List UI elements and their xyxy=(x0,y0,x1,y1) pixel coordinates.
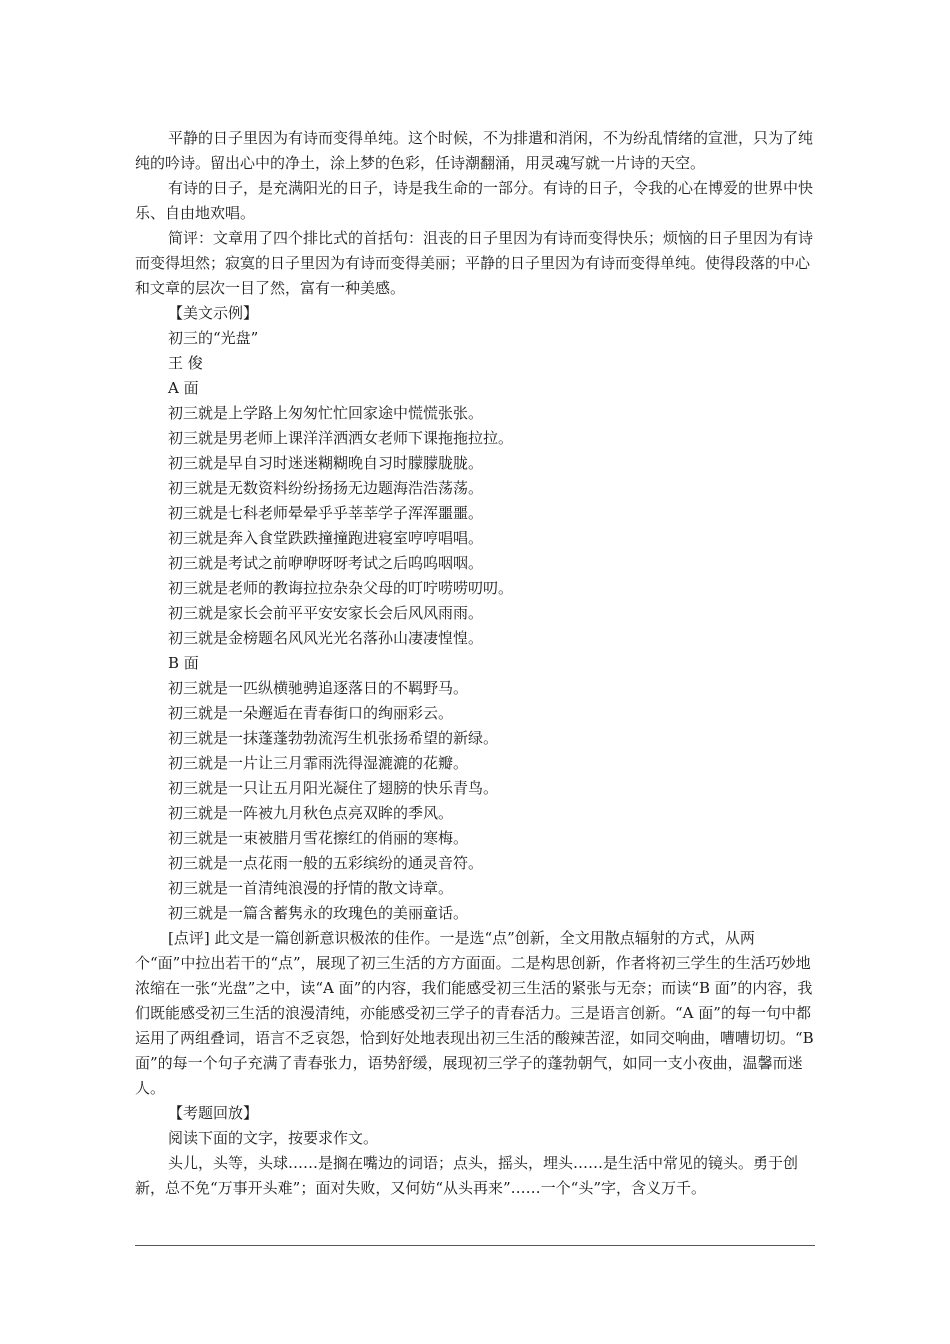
side-b-label: B 面 xyxy=(168,654,199,672)
side-a-line: 初三就是家长会前平平安安家长会后风风雨雨。 xyxy=(168,604,484,622)
side-b-line: 初三就是一匹纵横驰骋追逐落日的不羁野马。 xyxy=(168,679,469,697)
side-a-line: 初三就是早自习时迷迷糊糊晚自习时朦朦胧胧。 xyxy=(168,454,484,472)
side-a-line: 初三就是男老师上课洋洋洒洒女老师下课拖拖拉拉。 xyxy=(168,429,514,447)
essay-title: 初三的“光盘” xyxy=(168,329,259,347)
side-a-line: 初三就是七科老师晕晕乎乎莘莘学子浑浑噩噩。 xyxy=(168,504,484,522)
side-a-line: 初三就是奔入食堂跌跌撞撞跑进寝室哼哼唱唱。 xyxy=(168,529,484,547)
side-b-line: 初三就是一只让五月阳光凝住了翅膀的快乐青鸟。 xyxy=(168,779,499,797)
section-heading: 【美文示例】 xyxy=(168,304,259,322)
footer-divider xyxy=(135,1245,815,1246)
commentary-paragraph: [点评] 此文是一篇创新意识极浓的佳作。一是选“点”创新，全文用散点辐射的方式，从两个“面”中拉出若干的“点”，展现了初三生活的方方面面。二是构思创新，作者将初三学生的生活巧妙地浓缩在一张“光盘”之中，读“A 面”的内容，我们能感受初三生活的紧张与无奈；而读“B 面”的内容，我们既能感受初三生活的浪漫清纯，亦能感受初三学子的青春活力。三是语言创新。“A 面”的每一句中都运用了两组叠词，语言不乏哀怨，恰到好处地表现出初三生活的酸辣苦涩，如同交响曲，嘈嘈切切。“B 面”的每一个句子充满了青春张力，语势舒缓，展现初三学子的蓬勃朝气，如同一支小夜曲，温馨而迷人。 xyxy=(135,929,814,1097)
document-body xyxy=(135,126,815,1201)
essay-author: 王 俊 xyxy=(168,354,203,372)
side-a-line: 初三就是考试之前咿咿呀呀考试之后呜呜咽咽。 xyxy=(168,554,484,572)
exam-text: 头儿，头等，头球……是搁在嘴边的词语；点头，摇头，埋头……是生活中常见的镜头。勇于创新，总不免“万事开头难”；面对失败，又何妨“从头再来”……一个“头”字，含义万千。 xyxy=(135,1154,799,1197)
exam-instruction: 阅读下面的文字，按要求作文。 xyxy=(168,1129,379,1147)
review-paragraph: 简评：文章用了四个排比式的首括句：沮丧的日子里因为有诗而变得快乐；烦恼的日子里因为有诗而变得坦然；寂寞的日子里因为有诗而变得美丽；平静的日子里因为有诗而变得单纯。使得段落的中心和文章的层次一目了然，富有一种美感。 xyxy=(135,229,814,297)
side-a-label: A 面 xyxy=(168,379,199,397)
side-b-line: 初三就是一抹蓬蓬勃勃流泻生机张扬希望的新绿。 xyxy=(168,729,499,747)
side-b-line: 初三就是一片让三月霏雨洗得湿漉漉的花瓣。 xyxy=(168,754,469,772)
side-b-line: 初三就是一束被腊月雪花擦红的俏丽的寒梅。 xyxy=(168,829,469,847)
side-b-line: 初三就是一阵被九月秋色点亮双眸的季风。 xyxy=(168,804,454,822)
side-a-line: 初三就是老师的教诲拉拉杂杂父母的叮咛唠唠叨叨。 xyxy=(168,579,514,597)
side-a-line: 初三就是上学路上匆匆忙忙回家途中慌慌张张。 xyxy=(168,404,484,422)
side-b-line: 初三就是一朵邂逅在青春街口的绚丽彩云。 xyxy=(168,704,454,722)
side-b-line: 初三就是一篇含蓄隽永的玫瑰色的美丽童话。 xyxy=(168,904,469,922)
paragraph: 有诗的日子，是充满阳光的日子，诗是我生命的一部分。有诗的日子，令我的心在博爱的世界中快乐、自由地欢唱。 xyxy=(135,179,814,222)
side-a-line: 初三就是无数资料纷纷扬扬无边题海浩浩荡荡。 xyxy=(168,479,484,497)
side-b-line: 初三就是一首清纯浪漫的抒情的散文诗章。 xyxy=(168,879,454,897)
side-b-line: 初三就是一点花雨一般的五彩缤纷的通灵音符。 xyxy=(168,854,484,872)
side-a-line: 初三就是金榜题名风风光光名落孙山凄凄惶惶。 xyxy=(168,629,484,647)
paragraph: 平静的日子里因为有诗而变得单纯。这个时候，不为排遣和消闲，不为纷乱情绪的宣泄，只为了纯纯的吟诗。留出心中的净土，涂上梦的色彩，任诗潮翻涌，用灵魂写就一片诗的天空。 xyxy=(135,129,814,172)
exam-heading: 【考题回放】 xyxy=(168,1104,259,1122)
